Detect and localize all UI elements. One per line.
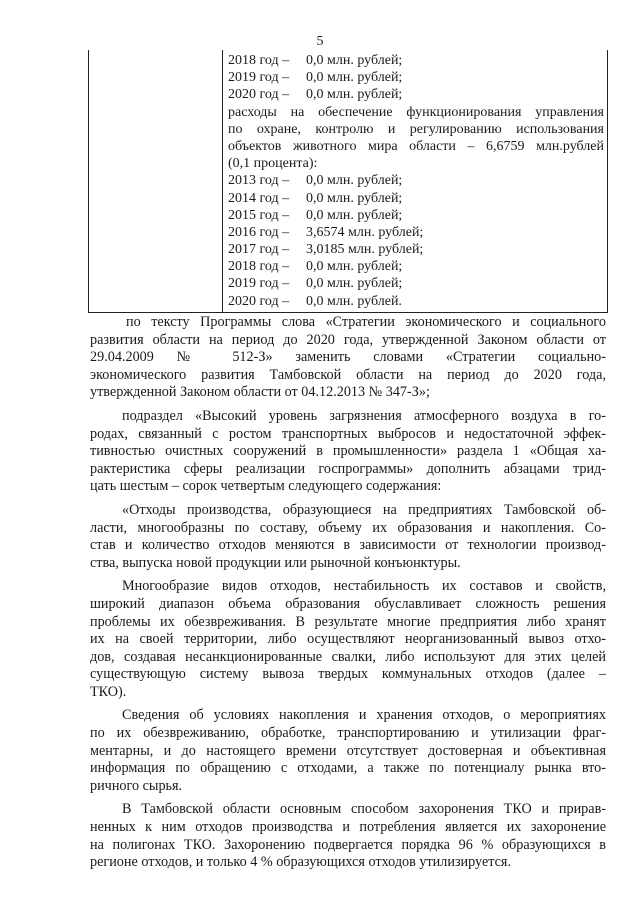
- expense-text-line: по охране, контролю и регулированию использования: [228, 121, 604, 137]
- text-line: ненных к ним отходов производства и потребления является их захоронение: [90, 819, 606, 836]
- year-line: [228, 86, 604, 103]
- text-line: «Отходы производства, образующиеся на предприятиях Тамбовской об-: [122, 501, 606, 518]
- text-line: рактеристика сферы реализации госпрограммы» дополнить абзацами трид-: [90, 460, 606, 477]
- text-line: ТКО).: [90, 683, 127, 700]
- text-line: 0,0 млн. рублей;: [306, 87, 403, 103]
- text-line: 2018 год –: [228, 53, 290, 68]
- text-line: тивностью очистных сооружений в промышленности» раздела 1 «Общая ха-: [90, 443, 606, 460]
- text-line: родах, связанный с ростом транспортных выбросов и недостаточной эффек-: [90, 425, 606, 442]
- text-line: развития области на период до 2020 года, утвержденной Законом области от: [90, 331, 606, 348]
- text-line: цать шестым – сорок четвертым следующего содержания:: [90, 478, 442, 495]
- expense-text-line: (0,1 процента):: [228, 156, 318, 172]
- page-number: 5: [316, 34, 324, 49]
- text-line: существующую систему вывоза твердых коммунальных отходов (далее –: [90, 666, 606, 683]
- year-line: [228, 224, 604, 241]
- text-line: подраздел «Высокий уровень загрязнения атмосферного воздуха в го-: [122, 407, 606, 424]
- text-line: 0,0 млн. рублей;: [306, 70, 403, 86]
- text-line: информация по обращению с отходами, а также по потенциалу рынка вто-: [90, 760, 606, 777]
- text-line: 0,0 млн. рублей;: [306, 276, 403, 292]
- text-line: на полигонах ТКО. Захоронению подвергается порядка 96 % образующихся в: [90, 836, 606, 853]
- text-line: 0,0 млн. рублей.: [306, 293, 402, 309]
- year-line: [228, 258, 604, 275]
- year-line: [228, 207, 604, 224]
- text-line: 2019 год –: [228, 70, 290, 86]
- document-body: [90, 314, 606, 872]
- text-line: дов, создавая несанкционированные свалки, либо используют для этих целей: [90, 648, 606, 665]
- year-line: [228, 190, 604, 207]
- year-line: [228, 172, 604, 189]
- text-line: 2014 год –: [228, 190, 290, 206]
- text-line: 3,6574 млн. рублей;: [306, 224, 424, 240]
- text-line: 2020 год –: [228, 293, 290, 309]
- text-line: ства, выпуска новой продукции или рыночной конъюнктуры.: [90, 554, 461, 571]
- text-line: 0,0 млн. рублей;: [306, 53, 403, 68]
- text-line: 0,0 млн. рублей;: [306, 207, 403, 223]
- text-line: экономического развития Тамбовской области на период до 2020 года,: [90, 366, 606, 383]
- text-line: по их обезвреживанию, обработке, транспортированию и утилизации фраг-: [90, 725, 606, 742]
- text-line: утвержденной Законом области от 04.12.2013 № 347-З»;: [90, 384, 430, 401]
- text-line: Сведения об условиях накопления и хранения отходов, о мероприятиях: [122, 707, 606, 724]
- text-line: ласти, многообразны по составу, объему их образования и накопления. Со-: [90, 519, 606, 536]
- paragraph-3: [90, 502, 606, 572]
- year-line: [228, 241, 604, 258]
- text-line: 0,0 млн. рублей;: [306, 190, 403, 206]
- year-line: [228, 69, 604, 86]
- text-line: 2020 год –: [228, 87, 290, 103]
- paragraph-4: [90, 578, 606, 701]
- table-border-middle: [222, 50, 223, 312]
- text-line: 2018 год –: [228, 259, 290, 275]
- text-line: регионе отходов, и только 4 % образующихся отходов утилизируется.: [90, 854, 511, 871]
- year-line: [228, 275, 604, 292]
- text-line: широкий диапазон объема образования обуславливает сложность решения: [90, 595, 606, 612]
- table-cell-funding: [228, 52, 604, 310]
- expense-text-line: объектов животного мира области – 6,6759 млн.рублей: [228, 138, 604, 154]
- year-line: [228, 293, 604, 310]
- text-line: их на своей территории, либо осуществляют неорганизованный вывоз отхо-: [90, 631, 606, 648]
- table-border-right: [607, 50, 608, 312]
- text-line: 29.04.2009 № 512-З» заменить словами «Стратегии социально-: [90, 349, 606, 366]
- text-line: Многообразие видов отходов, нестабильность их составов и свойств,: [122, 578, 606, 595]
- expense-text-line: расходы на обеспечение функционирования управления: [228, 104, 604, 120]
- text-line: 0,0 млн. рублей;: [306, 259, 403, 275]
- paragraph-2: [90, 408, 606, 496]
- paragraph-5: [90, 707, 606, 795]
- text-line: 0,0 млн. рублей;: [306, 173, 403, 189]
- text-line: 2016 год –: [228, 224, 290, 240]
- paragraph-6: [90, 801, 606, 871]
- text-line: по тексту Программы слова «Стратегии экономического и социального: [126, 314, 606, 330]
- text-line: 2017 год –: [228, 242, 290, 258]
- text-line: ричного сырья.: [90, 777, 183, 794]
- text-line: 2019 год –: [228, 276, 290, 292]
- text-line: В Тамбовской области основным способом захоронения ТКО и прирав-: [122, 801, 606, 818]
- text-line: ментарны, и до настоящего времени отсутствует достоверная и объективная: [90, 742, 606, 759]
- table-border-left: [88, 50, 89, 312]
- year-line: [228, 52, 604, 69]
- text-line: став и количество отходов меняются в зависимости от технологии производ-: [90, 537, 606, 554]
- text-line: 2013 год –: [228, 173, 290, 189]
- text-line: 3,0185 млн. рублей;: [306, 242, 424, 258]
- text-line: 2015 год –: [228, 207, 290, 223]
- paragraph-1: [90, 314, 606, 402]
- text-line: проблемы их обезвреживания. В результате многие предприятия либо хранят: [90, 613, 606, 630]
